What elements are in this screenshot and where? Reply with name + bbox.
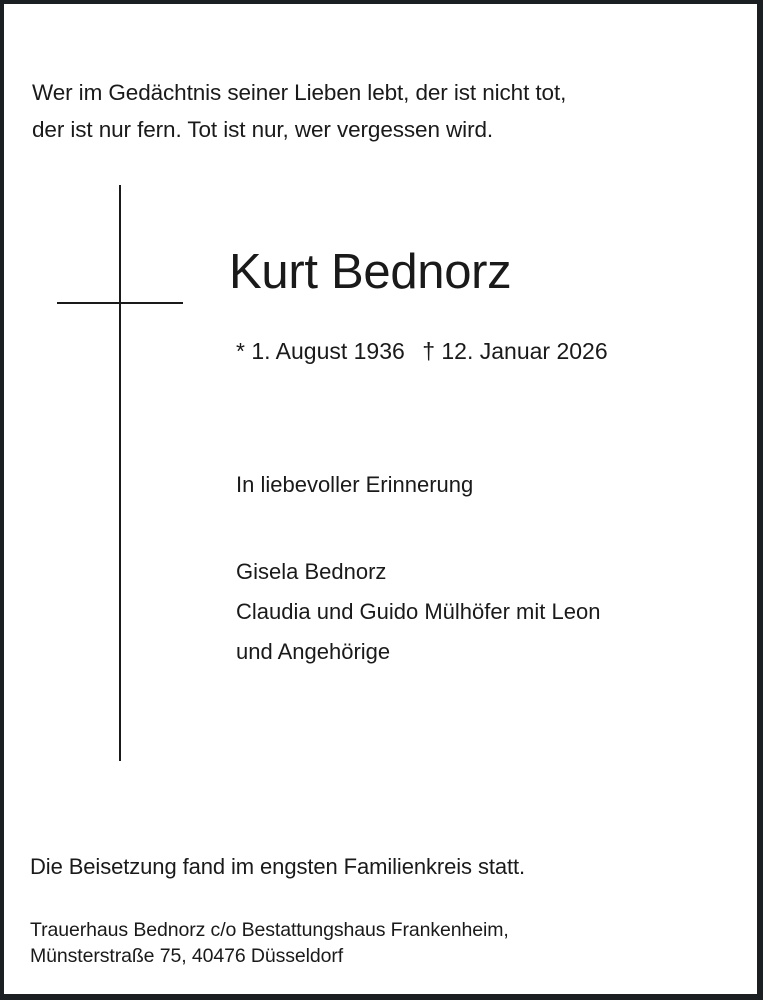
- memory-line: In liebevoller Erinnerung: [236, 472, 474, 497]
- memorial-quote: [32, 74, 566, 148]
- quote-line-1: Wer im Gedächtnis seiner Lieben lebt, der ist nicht tot,: [32, 80, 567, 105]
- mourner-item: und Angehörige: [236, 639, 391, 664]
- birth-star-icon: *: [236, 338, 245, 364]
- mourner-item: Claudia und Guido Mülhöfer mit Leon: [236, 599, 601, 624]
- mourners-list: [236, 552, 600, 672]
- mourner-item: Gisela Bednorz: [236, 559, 387, 584]
- address-line-1: Trauerhaus Bednorz c/o Bestattungshaus Frankenheim,: [30, 919, 509, 941]
- obituary-notice: [4, 4, 757, 994]
- death-dagger-icon: †: [422, 338, 435, 364]
- cross-horizontal-bar: [57, 302, 183, 304]
- contact-address: [30, 917, 509, 969]
- death-date: 12. Januar 2026: [441, 338, 608, 364]
- quote-line-2: der ist nur fern. Tot ist nur, wer vergessen wird.: [32, 117, 494, 142]
- burial-note: Die Beisetzung fand im engsten Familienkreis statt.: [30, 854, 526, 879]
- cross-vertical-bar: [119, 185, 121, 761]
- life-dates: [236, 335, 608, 367]
- deceased-name: Kurt Bednorz: [229, 245, 512, 299]
- birth-date: 1. August 1936: [251, 338, 405, 364]
- address-line-2: Münsterstraße 75, 40476 Düsseldorf: [30, 945, 344, 967]
